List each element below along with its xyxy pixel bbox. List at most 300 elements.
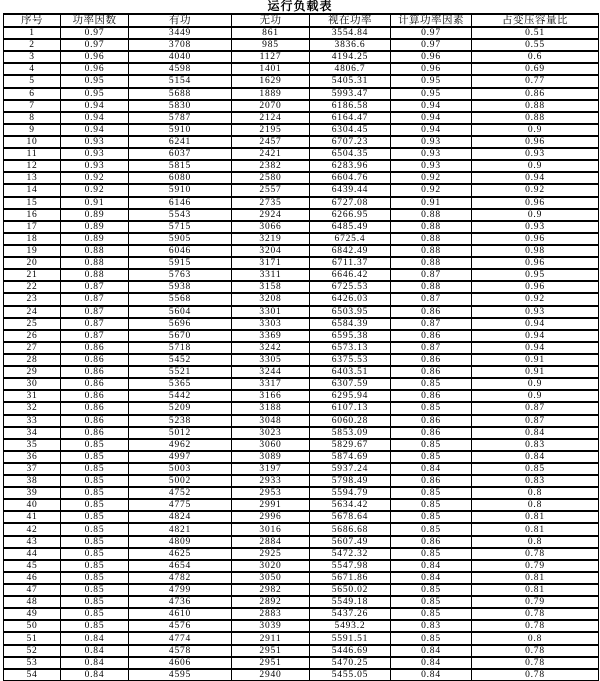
table-cell: 0.96	[391, 51, 472, 63]
table-cell: 0.91	[391, 197, 472, 209]
table-cell: 3066	[232, 221, 310, 233]
table-cell: 27	[4, 342, 61, 354]
table-cell: 0.86	[61, 354, 129, 366]
table-cell: 4821	[129, 523, 232, 535]
table-cell: 36	[4, 451, 61, 463]
table-cell: 0.79	[472, 560, 599, 572]
table-row	[4, 172, 599, 184]
table-cell: 13	[4, 172, 61, 184]
table-cell: 0.85	[61, 463, 129, 475]
table-cell: 0.69	[472, 63, 599, 75]
column-header: 无功	[232, 14, 310, 27]
table-cell: 0.8	[472, 632, 599, 644]
table-cell: 3708	[129, 39, 232, 51]
column-header: 计算功率因素	[391, 14, 472, 27]
table-row	[4, 669, 599, 681]
table-cell: 0.89	[61, 221, 129, 233]
table-cell: 0.9	[472, 378, 599, 390]
table-cell: 0.93	[61, 148, 129, 160]
table-cell: 0.92	[61, 184, 129, 196]
table-cell: 5209	[129, 402, 232, 414]
table-cell: 2421	[232, 148, 310, 160]
table-cell: 33	[4, 415, 61, 427]
table-cell: 4775	[129, 499, 232, 511]
table-cell: 6573.13	[310, 342, 391, 354]
table-cell: 5634.42	[310, 499, 391, 511]
table-row	[4, 318, 599, 330]
table-row	[4, 548, 599, 560]
table-cell: 5678.64	[310, 511, 391, 523]
table-cell: 0.85	[391, 378, 472, 390]
table-row	[4, 632, 599, 644]
table-cell: 0.86	[391, 536, 472, 548]
table-cell: 0.85	[61, 608, 129, 620]
table-cell: 0.86	[61, 402, 129, 414]
table-cell: 0.88	[391, 281, 472, 293]
table-cell: 0.96	[61, 51, 129, 63]
table-cell: 6241	[129, 136, 232, 148]
table-cell: 3089	[232, 451, 310, 463]
table-row	[4, 269, 599, 281]
table-cell: 0.94	[472, 330, 599, 342]
table-cell: 6375.53	[310, 354, 391, 366]
table-cell: 2982	[232, 584, 310, 596]
table-cell: 37	[4, 463, 61, 475]
table-row	[4, 572, 599, 584]
table-cell: 0.88	[472, 112, 599, 124]
table-row	[4, 620, 599, 632]
table-cell: 7	[4, 100, 61, 112]
table-cell: 43	[4, 536, 61, 548]
table-cell: 0.87	[472, 415, 599, 427]
table-cell: 0.85	[61, 560, 129, 572]
table-cell: 5763	[129, 269, 232, 281]
table-cell: 6266.95	[310, 209, 391, 221]
table-cell: 31	[4, 390, 61, 402]
table-cell: 2892	[232, 596, 310, 608]
table-cell: 11	[4, 148, 61, 160]
table-cell: 0.85	[61, 572, 129, 584]
table-cell: 0.78	[472, 645, 599, 657]
table-cell: 6504.35	[310, 148, 391, 160]
table-cell: 0.85	[391, 499, 472, 511]
table-cell: 3050	[232, 572, 310, 584]
table-cell: 0.89	[61, 209, 129, 221]
table-cell: 3039	[232, 620, 310, 632]
table-cell: 0.94	[391, 124, 472, 136]
table-cell: 6403.51	[310, 366, 391, 378]
table-cell: 41	[4, 511, 61, 523]
table-row	[4, 124, 599, 136]
table-cell: 0.84	[61, 669, 129, 681]
table-row	[4, 100, 599, 112]
table-row	[4, 584, 599, 596]
table-cell: 0.86	[391, 354, 472, 366]
table-cell: 0.87	[61, 293, 129, 305]
table-row	[4, 499, 599, 511]
table-cell: 0.83	[472, 439, 599, 451]
table-cell: 0.88	[61, 245, 129, 257]
table-cell: 6725.53	[310, 281, 391, 293]
table-cell: 5937.24	[310, 463, 391, 475]
table-row	[4, 366, 599, 378]
table-cell: 3242	[232, 342, 310, 354]
table-cell: 5650.02	[310, 584, 391, 596]
table-row	[4, 112, 599, 124]
table-cell: 5874.69	[310, 451, 391, 463]
table-cell: 2940	[232, 669, 310, 681]
table-cell: 6164.47	[310, 112, 391, 124]
table-cell: 4595	[129, 669, 232, 681]
table-cell: 4576	[129, 620, 232, 632]
table-cell: 0.88	[391, 221, 472, 233]
table-cell: 6711.37	[310, 257, 391, 269]
table-cell: 0.96	[472, 281, 599, 293]
table-cell: 53	[4, 657, 61, 669]
table-cell: 0.9	[472, 160, 599, 172]
table-cell: 0.93	[61, 160, 129, 172]
table-cell: 0.96	[472, 257, 599, 269]
table-cell: 0.55	[472, 39, 599, 51]
table-cell: 2951	[232, 657, 310, 669]
table-cell: 3554.84	[310, 27, 391, 39]
table-cell: 6186.58	[310, 100, 391, 112]
table-cell: 6046	[129, 245, 232, 257]
table-cell: 0.85	[391, 584, 472, 596]
table-cell: 3171	[232, 257, 310, 269]
table-row	[4, 657, 599, 669]
table-cell: 0.96	[472, 233, 599, 245]
table-cell: 4736	[129, 596, 232, 608]
table-cell: 0.94	[472, 342, 599, 354]
table-row	[4, 415, 599, 427]
table-row	[4, 354, 599, 366]
table-cell: 0.86	[391, 366, 472, 378]
table-cell: 39	[4, 487, 61, 499]
table-cell: 2933	[232, 475, 310, 487]
table-cell: 3369	[232, 330, 310, 342]
table-row	[4, 51, 599, 63]
table-cell: 2070	[232, 100, 310, 112]
table-cell: 5547.98	[310, 560, 391, 572]
table-row	[4, 645, 599, 657]
table-cell: 0.94	[391, 112, 472, 124]
table-cell: 0.92	[472, 184, 599, 196]
table-cell: 3305	[232, 354, 310, 366]
table-cell: 3301	[232, 306, 310, 318]
table-cell: 0.93	[391, 148, 472, 160]
table-cell: 6439.44	[310, 184, 391, 196]
table-row	[4, 148, 599, 160]
table-cell: 0.97	[61, 39, 129, 51]
table-row	[4, 439, 599, 451]
table-cell: 23	[4, 293, 61, 305]
table-cell: 2953	[232, 487, 310, 499]
table-cell: 6107.13	[310, 402, 391, 414]
table-cell: 0.88	[472, 100, 599, 112]
table-cell: 54	[4, 669, 61, 681]
table-cell: 0.86	[61, 378, 129, 390]
table-cell: 4806.7	[310, 63, 391, 75]
table-cell: 5915	[129, 257, 232, 269]
table-row	[4, 88, 599, 100]
table-cell: 0.93	[391, 136, 472, 148]
table-row	[4, 281, 599, 293]
table-row	[4, 306, 599, 318]
table-cell: 6584.39	[310, 318, 391, 330]
table-cell: 5787	[129, 112, 232, 124]
header-row	[4, 14, 599, 27]
table-row	[4, 257, 599, 269]
table-cell: 2911	[232, 632, 310, 644]
table-cell: 4598	[129, 63, 232, 75]
table-cell: 5	[4, 75, 61, 87]
table-cell: 0.94	[391, 100, 472, 112]
table-cell: 3311	[232, 269, 310, 281]
table-cell: 5470.25	[310, 657, 391, 669]
table-cell: 21	[4, 269, 61, 281]
table-cell: 5493.2	[310, 620, 391, 632]
table-row	[4, 523, 599, 535]
table-cell: 0.96	[61, 63, 129, 75]
table-cell: 0.88	[61, 257, 129, 269]
table-cell: 5549.18	[310, 596, 391, 608]
table-cell: 0.85	[391, 548, 472, 560]
table-cell: 5446.69	[310, 645, 391, 657]
table-cell: 0.96	[391, 63, 472, 75]
table-cell: 3449	[129, 27, 232, 39]
table-cell: 0.93	[472, 306, 599, 318]
page-title: 运行负载表	[267, 0, 333, 13]
table-cell: 0.85	[391, 487, 472, 499]
table-row	[4, 233, 599, 245]
table-cell: 0.87	[391, 269, 472, 281]
table-row	[4, 293, 599, 305]
table-cell: 3060	[232, 439, 310, 451]
table-cell: 0.93	[472, 148, 599, 160]
table-cell: 0.94	[472, 318, 599, 330]
table-cell: 0.94	[472, 172, 599, 184]
table-cell: 2195	[232, 124, 310, 136]
table-cell: 46	[4, 572, 61, 584]
table-row	[4, 75, 599, 87]
table-cell: 0.83	[472, 475, 599, 487]
table-row	[4, 221, 599, 233]
table-cell: 0.84	[61, 632, 129, 644]
table-row	[4, 378, 599, 390]
table-cell: 0.79	[472, 596, 599, 608]
table-cell: 0.84	[391, 645, 472, 657]
table-cell: 6283.96	[310, 160, 391, 172]
table-cell: 0.77	[472, 75, 599, 87]
table-cell: 5910	[129, 124, 232, 136]
table-cell: 5238	[129, 415, 232, 427]
table-cell: 3016	[232, 523, 310, 535]
table-cell: 8	[4, 112, 61, 124]
table-row	[4, 608, 599, 620]
table-cell: 45	[4, 560, 61, 572]
table-row	[4, 245, 599, 257]
table-cell: 5594.79	[310, 487, 391, 499]
table-cell: 0.85	[61, 584, 129, 596]
table-cell: 52	[4, 645, 61, 657]
table-cell: 1629	[232, 75, 310, 87]
table-cell: 0.97	[61, 27, 129, 39]
table-cell: 5365	[129, 378, 232, 390]
table-cell: 0.93	[391, 160, 472, 172]
table-cell: 0.9	[472, 390, 599, 402]
table-cell: 861	[232, 27, 310, 39]
table-row	[4, 475, 599, 487]
table-cell: 44	[4, 548, 61, 560]
table-cell: 0.85	[391, 451, 472, 463]
table-cell: 0.88	[391, 209, 472, 221]
table-row	[4, 451, 599, 463]
table-cell: 20	[4, 257, 61, 269]
table-cell: 5003	[129, 463, 232, 475]
table-cell: 5405.31	[310, 75, 391, 87]
table-row	[4, 511, 599, 523]
table-cell: 0.81	[472, 523, 599, 535]
table-cell: 0.86	[391, 415, 472, 427]
table-cell: 0.84	[61, 657, 129, 669]
table-cell: 0.88	[391, 245, 472, 257]
table-cell: 5905	[129, 233, 232, 245]
table-cell: 0.85	[61, 523, 129, 535]
table-cell: 18	[4, 233, 61, 245]
table-cell: 0.85	[391, 596, 472, 608]
table-cell: 49	[4, 608, 61, 620]
table-cell: 48	[4, 596, 61, 608]
table-cell: 22	[4, 281, 61, 293]
column-header: 有功	[129, 14, 232, 27]
table-cell: 0.91	[61, 197, 129, 209]
table-cell: 5993.47	[310, 88, 391, 100]
table-cell: 2	[4, 39, 61, 51]
table-cell: 0.91	[472, 366, 599, 378]
table-cell: 0.85	[61, 475, 129, 487]
table-cell: 47	[4, 584, 61, 596]
table-cell: 5154	[129, 75, 232, 87]
table-cell: 0.85	[391, 632, 472, 644]
table-cell: 6725.4	[310, 233, 391, 245]
table-cell: 5437.26	[310, 608, 391, 620]
table-cell: 2557	[232, 184, 310, 196]
table-cell: 5607.49	[310, 536, 391, 548]
table-cell: 0.81	[472, 584, 599, 596]
table-cell: 4997	[129, 451, 232, 463]
table-cell: 2884	[232, 536, 310, 548]
table-cell: 0.88	[61, 269, 129, 281]
table-cell: 0.86	[472, 88, 599, 100]
table-cell: 0.92	[391, 172, 472, 184]
table-cell: 19	[4, 245, 61, 257]
table-row	[4, 197, 599, 209]
table-cell: 42	[4, 523, 61, 535]
table-cell: 4578	[129, 645, 232, 657]
table-cell: 0.95	[472, 269, 599, 281]
table-cell: 2924	[232, 209, 310, 221]
table-cell: 0.85	[61, 511, 129, 523]
table-cell: 0.85	[472, 463, 599, 475]
table-cell: 38	[4, 475, 61, 487]
table-cell: 3303	[232, 318, 310, 330]
table-cell: 0.87	[391, 318, 472, 330]
table-cell: 5604	[129, 306, 232, 318]
table-cell: 2925	[232, 548, 310, 560]
table-cell: 6604.76	[310, 172, 391, 184]
table-cell: 2883	[232, 608, 310, 620]
table-cell: 3197	[232, 463, 310, 475]
table-cell: 0.85	[391, 402, 472, 414]
table-row	[4, 209, 599, 221]
table-cell: 6304.45	[310, 124, 391, 136]
table-cell: 0.83	[391, 620, 472, 632]
table-cell: 0.85	[391, 439, 472, 451]
table-cell: 9	[4, 124, 61, 136]
table-cell: 5830	[129, 100, 232, 112]
table-cell: 6485.49	[310, 221, 391, 233]
table-cell: 0.93	[472, 221, 599, 233]
table-cell: 50	[4, 620, 61, 632]
table-cell: 0.9	[472, 209, 599, 221]
table-cell: 0.84	[472, 427, 599, 439]
table-cell: 5715	[129, 221, 232, 233]
table-cell: 24	[4, 306, 61, 318]
table-cell: 0.85	[61, 620, 129, 632]
table-cell: 6307.59	[310, 378, 391, 390]
table-cell: 0.95	[61, 75, 129, 87]
column-header: 序号	[4, 14, 61, 27]
table-cell: 3023	[232, 427, 310, 439]
table-cell: 0.86	[61, 342, 129, 354]
table-cell: 0.86	[61, 427, 129, 439]
table-cell: 0.9	[472, 124, 599, 136]
table-cell: 0.92	[391, 184, 472, 196]
table-cell: 16	[4, 209, 61, 221]
table-cell: 0.6	[472, 51, 599, 63]
table-cell: 4625	[129, 548, 232, 560]
table-row	[4, 39, 599, 51]
table-cell: 0.8	[472, 536, 599, 548]
table-cell: 5591.51	[310, 632, 391, 644]
table-cell: 2382	[232, 160, 310, 172]
table-cell: 26	[4, 330, 61, 342]
table-cell: 0.87	[61, 306, 129, 318]
table-cell: 4040	[129, 51, 232, 63]
table-row	[4, 160, 599, 172]
table-cell: 40	[4, 499, 61, 511]
table-cell: 5002	[129, 475, 232, 487]
table-cell: 2735	[232, 197, 310, 209]
table-cell: 5012	[129, 427, 232, 439]
table-cell: 4654	[129, 560, 232, 572]
table-cell: 3020	[232, 560, 310, 572]
table-cell: 6146	[129, 197, 232, 209]
table-row	[4, 63, 599, 75]
table-cell: 0.81	[472, 511, 599, 523]
table-cell: 6295.94	[310, 390, 391, 402]
table-cell: 0.85	[61, 439, 129, 451]
table-cell: 5455.05	[310, 669, 391, 681]
table-cell: 3244	[232, 366, 310, 378]
table-cell: 6842.49	[310, 245, 391, 257]
table-cell: 5815	[129, 160, 232, 172]
table-cell: 0.84	[61, 645, 129, 657]
table-cell: 0.86	[61, 415, 129, 427]
table-cell: 10	[4, 136, 61, 148]
table-row	[4, 427, 599, 439]
